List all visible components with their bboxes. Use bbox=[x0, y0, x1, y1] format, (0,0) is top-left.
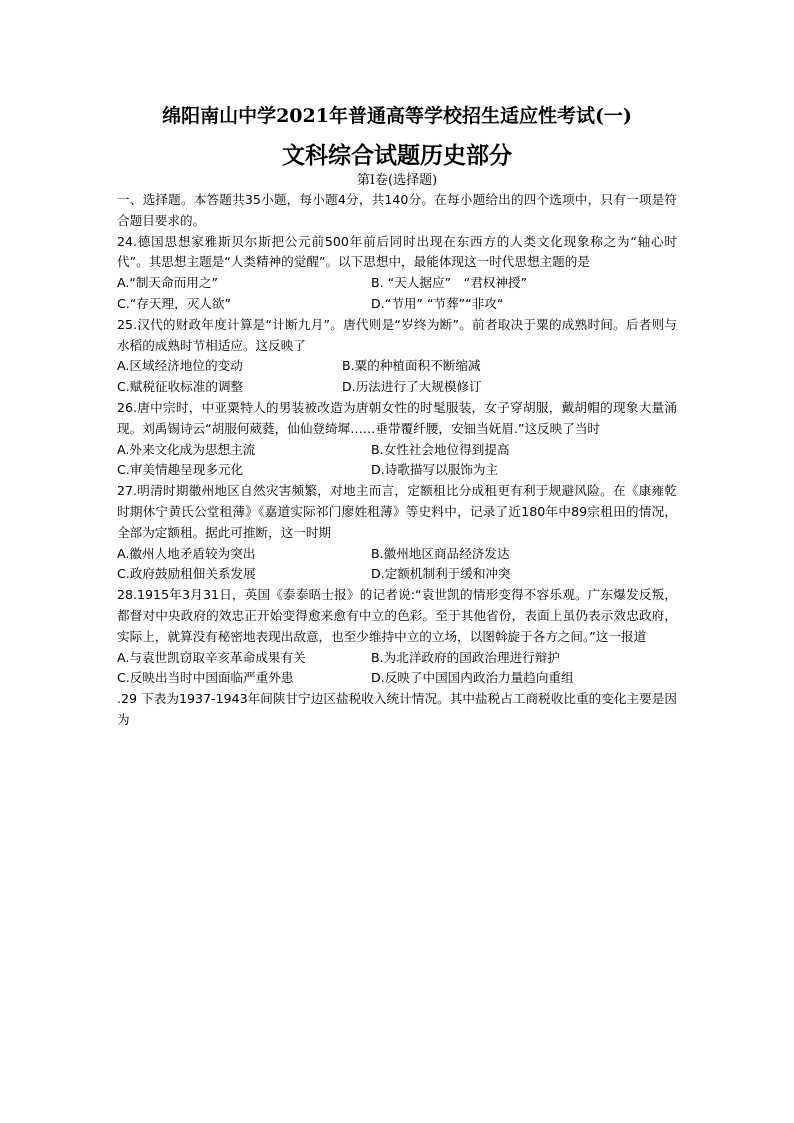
exam-page bbox=[117, 104, 677, 731]
question-28 bbox=[117, 585, 677, 689]
option-d: D.历法进行了大规模修订 bbox=[342, 379, 482, 395]
question-stem: .29 下表为1937-1943年间陕甘宁边区盐税收入统计情况。其中盐税占工商税收比重的变化主要是因为 bbox=[117, 691, 677, 727]
option-c: C.“存天理，灭人欲” bbox=[117, 295, 232, 311]
option-c: C.赋税征收标准的调整 bbox=[117, 379, 244, 395]
option-c: C.政府鼓励租佃关系发展 bbox=[117, 566, 256, 582]
option-d: D.诗歌描写以服饰为主 bbox=[371, 462, 499, 478]
exam-subtitle: 文科综合试题历史部分 bbox=[282, 142, 512, 169]
question-options bbox=[117, 648, 677, 690]
question-stem: 25.汉代的财政年度计算是“计断九月”。唐代则是“岁终为断”。前者取决于粟的成熟时间。后者则与水稻的成熟时节相适应。这反映了 bbox=[117, 316, 677, 353]
question-27 bbox=[117, 481, 677, 585]
option-a: A.“制天命而用之” bbox=[117, 275, 219, 291]
option-c: C.反映出当时中国面临严重外患 bbox=[117, 670, 294, 686]
exam-title: 绵阳南山中学2021年普通高等学校招生适应性考试(一) bbox=[162, 105, 632, 127]
option-b: B. “天人据应” “君权神授” bbox=[371, 275, 528, 291]
question-stem: 27.明清时期徽州地区自然灾害频繁，对地主而言，定额租比分成租更有利于规避风险。在《康雍乾时期休宁黄氏公堂租薄》《嘉道实际祁门廖姓租薄》等史料中，记录了近180年中89宗租田的情况，全部为定额租。据此可推断，这一时期 bbox=[117, 483, 677, 540]
option-b: B.粟的种植面积不断缩减 bbox=[342, 358, 481, 374]
option-a: A.徽州人地矛盾较为突出 bbox=[117, 545, 256, 561]
instructions: 一、选择题。本答题共35小题，每小题4分，共140分。在每小题给出的四个选项中，只有一项是符合题目要求的。 bbox=[117, 192, 677, 228]
section-heading: 第I卷(选择题) bbox=[356, 173, 438, 188]
question-stem: 28.1915年3月31日，英国《泰泰晤士报》的记者说:“袁世凯的情形变得不容乐观。广东爆发反叛，都督对中央政府的效忠正开始变得愈来愈有中立的色彩。至于其他省份，表面上虽仍表示效忠政府，实际上，就算没有秘密地表现出敌意，也至少维持中立的立场，以图斡旋于各方之间。”这一报道 bbox=[117, 587, 677, 644]
option-d: D.定额机制利于缓和冲突 bbox=[371, 566, 511, 582]
option-a: A.与袁世凯窃取辛亥革命成果有关 bbox=[117, 649, 306, 665]
question-stem: 26.唐中宗时，中亚粟特人的男装被改造为唐朝女性的时髦服装，女子穿胡服，戴胡帽的现象大量涌现。刘禹锡诗云“胡服何葳蕤，仙仙登绮墀……垂带覆纤腰，安钿当妩眉.”这反映了当时 bbox=[117, 399, 677, 436]
option-d: D.“节用” “节葬”“非攻“ bbox=[371, 295, 504, 311]
option-a: A.区域经济地位的变动 bbox=[117, 358, 243, 374]
option-a: A.外来文化成为思想主流 bbox=[117, 441, 256, 457]
question-29 bbox=[117, 689, 677, 731]
question-options bbox=[117, 273, 677, 315]
question-options bbox=[117, 544, 677, 586]
option-c: C.审美情趣呈现多元化 bbox=[117, 462, 244, 478]
question-options bbox=[117, 356, 677, 398]
option-b: B.徽州地区商品经济发达 bbox=[371, 545, 510, 561]
question-25 bbox=[117, 315, 677, 398]
question-stem: 24.德国思想家雅斯贝尔斯把公元前500年前后同时出现在东西方的人类文化现象称之为“轴心时代”。其思想主题是“人类精神的觉醒”。以下思想中，最能体现这一时代思想主题的是 bbox=[117, 233, 677, 270]
option-b: B.为北洋政府的国政治理进行辩护 bbox=[371, 649, 560, 665]
question-options bbox=[117, 440, 677, 482]
question-26 bbox=[117, 398, 677, 481]
question-24 bbox=[117, 232, 677, 315]
option-b: B.女性社会地位得到提高 bbox=[371, 441, 510, 457]
option-d: D.反映了中国国内政治力量趋向重组 bbox=[371, 670, 574, 686]
